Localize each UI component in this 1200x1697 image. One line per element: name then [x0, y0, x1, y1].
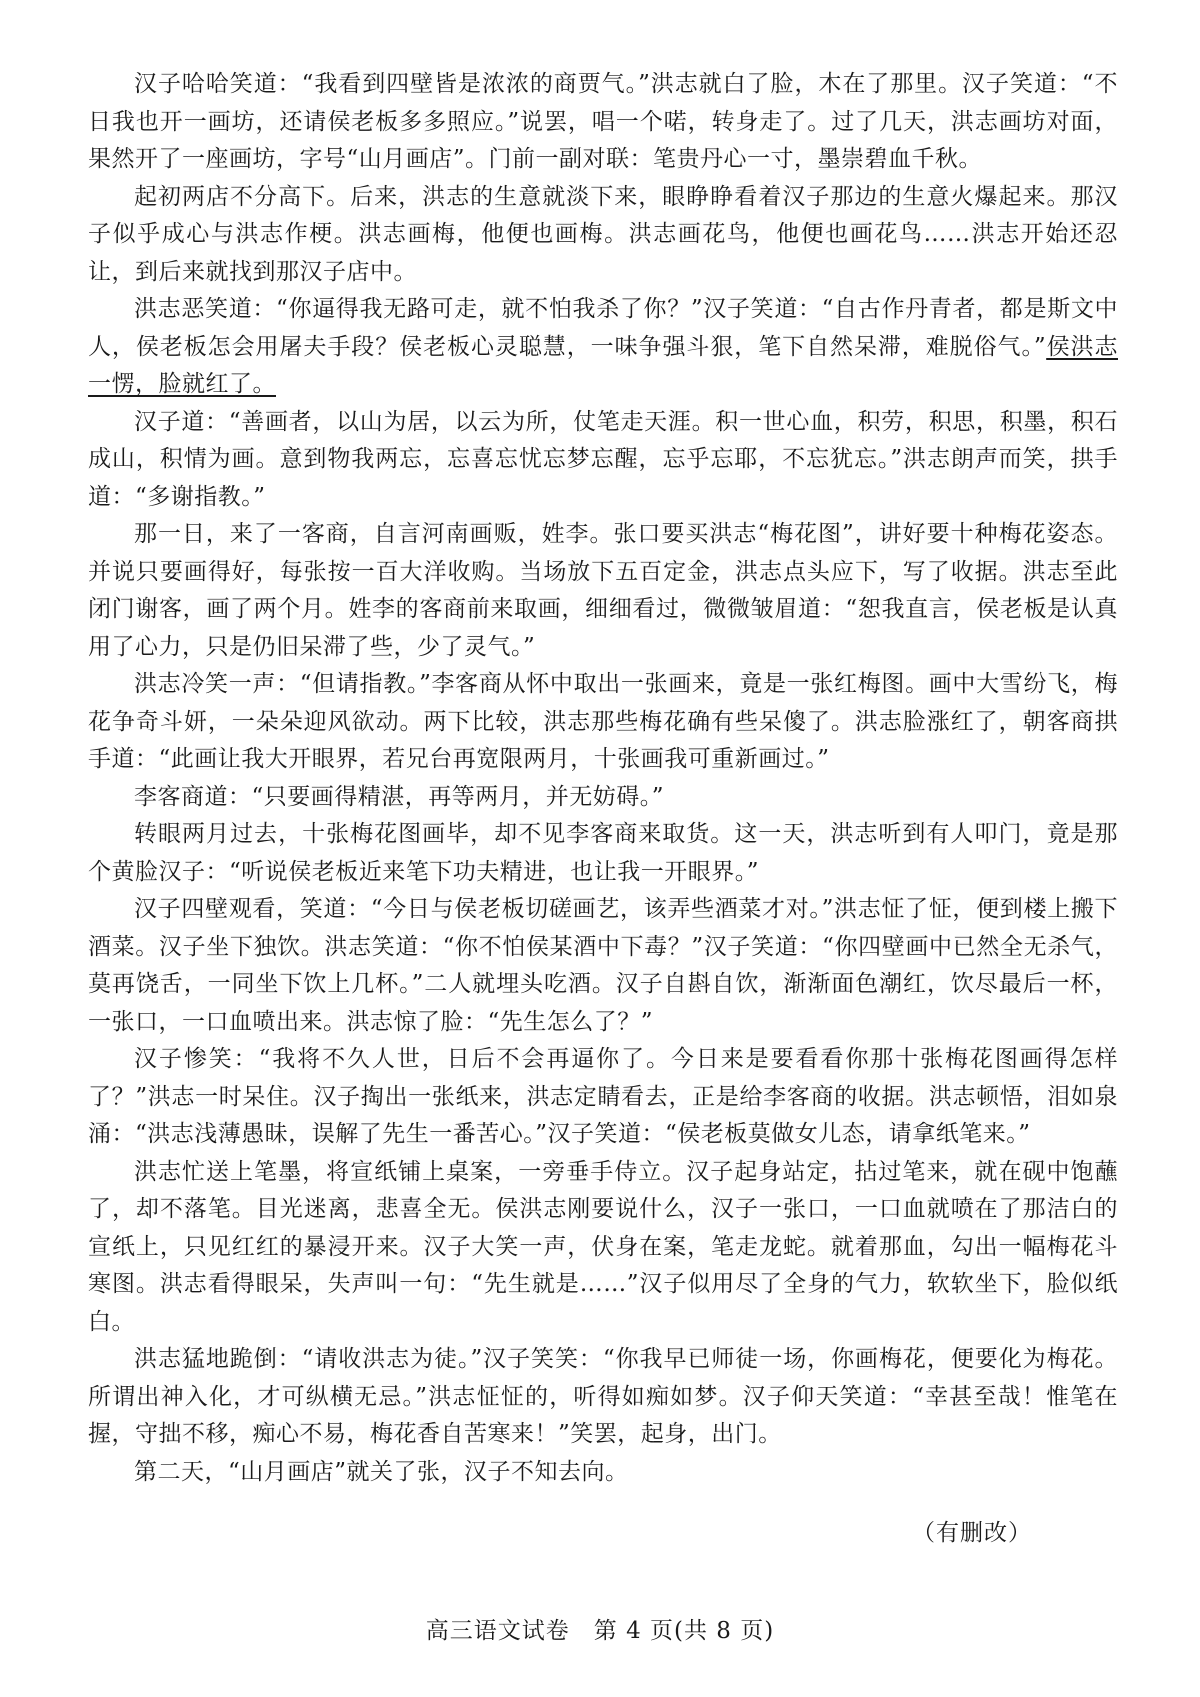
paragraph-1: 汉子哈哈笑道：“我看到四壁皆是浓浓的商贾气。”洪志就白了脸，木在了那里。汉子笑道：“不日我也开一画坊，还请侯老板多多照应。”说罢，唱一个喏，转身走了。过了几天，洪志画坊对面，果然开了一座画坊，字号“山月画店”。门前一副对联：笔贵丹心一寸，墨崇碧血千秋。: [88, 71, 1118, 172]
paragraph-9: 汉子四壁观看，笑道：“今日与侯老板切磋画艺，该弄些酒菜才对。”洪志怔了怔，便到楼上搬下酒菜。汉子坐下独饮。洪志笑道：“你不怕侯某酒中下毒？”汉子笑道：“你四壁画中已然全无杀气，莫再饶舌，一同坐下饮上几杯。”二人就埋头吃酒。汉子自斟自饮，渐渐面色潮红，饮尽最后一杯，一张口，一口血喷出来。洪志惊了脸：“先生怎么了？”: [88, 896, 1118, 1035]
paragraph-8: 转眼两月过去，十张梅花图画毕，却不见李客商来取货。这一天，洪志听到有人叩门，竟是那个黄脸汉子：“听说侯老板近来笔下功夫精进，也让我一开眼界。”: [88, 821, 1118, 885]
story-text: [88, 66, 1118, 1491]
page-footer: 高三语文试卷 第 4 页(共 8 页): [425, 1618, 775, 1644]
paragraph-3: [88, 291, 1118, 404]
paragraph-11: 洪志忙送上笔墨，将宣纸铺上桌案，一旁垂手侍立。汉子起身站定，拈过笔来，就在砚中饱蘸了，却不落笔。目光迷离，悲喜全无。侯洪志刚要说什么，汉子一张口，一口血就喷在了那洁白的宣纸上，只见红红的暴浸开来。汉子大笑一声，伏身在案，笔走龙蛇。就着那血，勾出一幅梅花斗寒图。洪志看得眼呆，失声叫一句：“先生就是……”汉子似用尽了全身的气力，软软坐下，脸似纸白。: [88, 1158, 1118, 1335]
paragraph-6: 洪志冷笑一声：“但请指教。”李客商从怀中取出一张画来，竟是一张红梅图。画中大雪纷飞，梅花争奇斗妍，一朵朵迎风欲动。两下比较，洪志那些梅花确有些呆傻了。洪志脸涨红了，朝客商拱手道：“此画让我大开眼界，若兄台再宽限两月，十张画我可重新画过。”: [88, 671, 1118, 772]
underlined-sentence: 侯洪志一愣，脸就红了。: [88, 333, 1118, 397]
paragraph-5: 那一日，来了一客商，自言河南画贩，姓李。张口要买洪志“梅花图”，讲好要十种梅花姿态。并说只要画得好，每张按一百大洋收购。当场放下五百定金，洪志点头应下，写了收据。洪志至此闭门谢客，画了两个月。姓李的客商前来取画，细细看过，微微皱眉道：“恕我直言，侯老板是认真用了心力，只是仍旧呆滞了些，少了灵气。”: [88, 521, 1118, 660]
paragraph-12: 洪志猛地跪倒：“请收洪志为徒。”汉子笑笑：“你我早已师徒一场，你画梅花，便要化为梅花。所谓出神入化，才可纵横无忌。”洪志怔怔的，听得如痴如梦。汉子仰天笑道：“幸甚至哉！惟笔在握，守拙不移，痴心不易，梅花香自苦寒来！”笑罢，起身，出门。: [88, 1346, 1118, 1447]
paragraph-10: 汉子惨笑：“我将不久人世，日后不会再逼你了。今日来是要看看你那十张梅花图画得怎样了？”洪志一时呆住。汉子掏出一张纸来，洪志定睛看去，正是给李客商的收据。洪志顿悟，泪如泉涌：“洪志浅薄愚昧，误解了先生一番苦心。”汉子笑道：“侯老板莫做女儿态，请拿纸笔来。”: [88, 1046, 1118, 1147]
paragraph-13: 第二天，“山月画店”就关了张，汉子不知去向。: [134, 1458, 629, 1485]
source-note: （有删改）: [912, 1520, 1032, 1546]
paragraph-3-text: 洪志恶笑道：“你逼得我无路可走，就不怕我杀了你？”汉子笑道：“自古作丹青者，都是斯文中人，侯老板怎会用屠夫手段？侯老板心灵聪慧，一味争强斗狠，笔下自然呆滞，难脱俗气。”: [88, 296, 1118, 360]
paragraph-2: 起初两店不分高下。后来，洪志的生意就淡下来，眼睁睁看着汉子那边的生意火爆起来。那汉子似乎成心与洪志作梗。洪志画梅，他便也画梅。洪志画花鸟，他便也画花鸟……洪志开始还忍让，到后来就找到那汉子店中。: [88, 183, 1118, 285]
paragraph-7: 李客商道：“只要画得精湛，再等两月，并无妨碍。”: [134, 783, 665, 810]
paragraph-4: 汉子道：“善画者，以山为居，以云为所，仗笔走天涯。积一世心血，积劳，积思，积墨，积石成山，积情为画。意到物我两忘，忘喜忘忧忘梦忘醒，忘乎忘耶，不忘犹忘。”洪志朗声而笑，拱手道：“多谢指教。”: [88, 408, 1118, 510]
